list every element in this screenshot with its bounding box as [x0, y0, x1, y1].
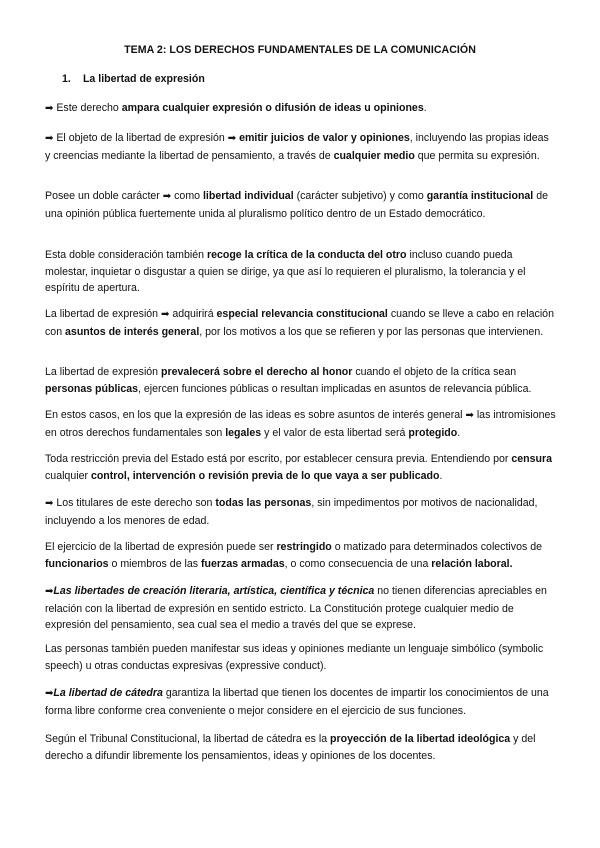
paragraph-7: En estos casos, en los que la expresión de las ideas es sobre asuntos de interés general ➡ las intromisiones en otros derechos fundamentales son legales y el valor de esta libertad será protegido.: [45, 409, 556, 439]
paragraph-4: Esta doble consideración también recoge la crítica de la conducta del otro incluso cuando pueda molestar, inquietar o disgustar a quien se dirige, ya que así lo requieren el pluralismo, la tolerancia y el espíritu de apertura.: [45, 249, 526, 294]
arrow-icon: ➡: [162, 191, 172, 202]
paragraph-2: ➡ El objeto de la libertad de expresión ➡ emitir juicios de valor y opiniones, incluyendo las propias ideas y creencias mediante la libertad de pensamiento, a través de cualquier medio que permita su expresión.: [45, 132, 549, 162]
arrow-icon: ➡: [227, 133, 237, 144]
arrow-icon: ➡: [161, 309, 170, 320]
arrow-icon: ➡: [45, 103, 54, 114]
arrow-icon: ➡: [45, 133, 54, 144]
paragraph-8: Toda restricción previa del Estado está por escrito, por establecer censura previa. Entendiendo por censura cualquier control, intervención o revisión previa de lo que vaya a ser publicado.: [45, 453, 553, 482]
page-title: TEMA 2: LOS DERECHOS FUNDAMENTALES DE LA COMUNICACIÓN: [124, 44, 476, 56]
paragraph-12: Las personas también pueden manifestar sus ideas y opiniones mediante un lenguaje simbólico (symbolic speech) u otras conductas expresivas (expressive conduct).: [45, 643, 544, 672]
paragraph-5: La libertad de expresión ➡ adquirirá especial relevancia constitucional cuando se lleve a cabo en relación con asuntos de interés general, por los motivos a los que se refieren y por las personas que intervienen.: [45, 308, 554, 338]
arrow-icon: ➡: [45, 498, 54, 509]
arrow-icon: ➡: [465, 410, 474, 421]
paragraph-10: El ejercicio de la libertad de expresión puede ser restringido o matizado para determinados colectivos de funcionarios o miembros de las fuerzas armadas, o como consecuencia de una relación laboral.: [45, 541, 542, 570]
paragraph-14: Según el Tribunal Constitucional, la libertad de cátedra es la proyección de la libertad ideológica y del derecho a difundir libremente los pensamientos, ideas y opiniones de los docentes.: [45, 733, 536, 762]
section-heading: [62, 71, 205, 88]
arrow-icon: ➡: [45, 688, 54, 699]
paragraph-6: La libertad de expresión prevalecerá sobre el derecho al honor cuando el objeto de la crítica sean personas públicas, ejercen funciones públicas o resultan implicadas en asuntos de relevancia pública.: [45, 366, 532, 395]
arrow-icon: ➡: [45, 586, 54, 597]
paragraph-11: ➡Las libertades de creación literaria, artística, científica y técnica no tienen diferencias apreciables en relación con la libertad de expresión en sentido estricto. La Constitución protege cualquier medio de expresión del pensamiento, sea cual sea el medio a través del que se exprese.: [45, 585, 547, 631]
section-title: La libertad de expresión: [82, 73, 205, 85]
paragraph-9: ➡ Los titulares de este derecho son todas las personas, sin impedimentos por motivos de nacionalidad, incluyendo a los menores de edad.: [45, 497, 538, 527]
paragraph-1: ➡ Este derecho ampara cualquier expresión o difusión de ideas u opiniones.: [45, 102, 427, 114]
section-number: 1.: [62, 73, 71, 85]
paragraph-13: ➡La libertad de cátedra garantiza la libertad que tienen los docentes de impartir los conocimientos de una forma libre conforme crea conveniente o mejor considere en el ejercicio de sus funciones.: [45, 687, 549, 717]
paragraph-3: Posee un doble carácter ➡ como libertad individual (carácter subjetivo) y como garantía institucional de una opinión pública fuertemente unida al pluralismo político dentro de un Estado democrático.: [45, 190, 548, 220]
